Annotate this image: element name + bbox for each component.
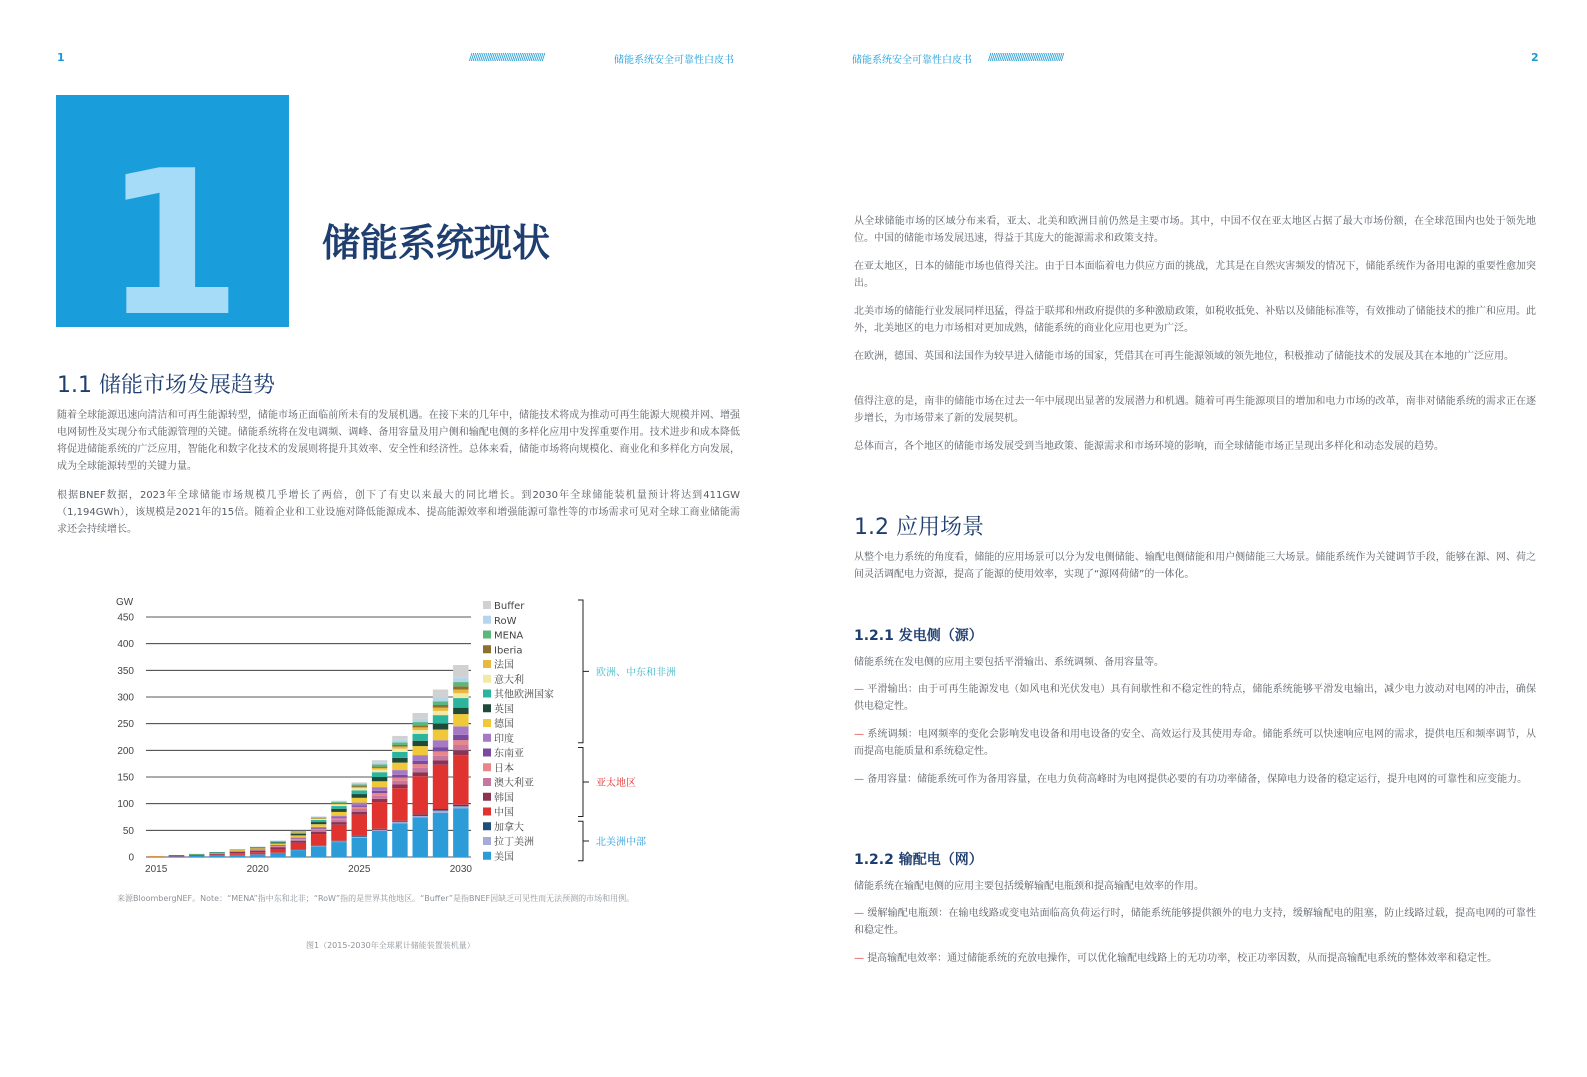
bar-segment: [392, 823, 407, 857]
bar-segment: [331, 825, 346, 841]
legend-label: 英国: [494, 704, 514, 716]
bar-segment: [453, 808, 468, 857]
legend-label: MENA: [494, 630, 524, 642]
bar-segment: [413, 818, 428, 857]
bar-segment: [270, 846, 285, 847]
bar-segment: [392, 749, 407, 752]
running-title-left: 储能系统安全可靠性白皮书: [614, 55, 734, 66]
bar-segment: [230, 851, 245, 852]
bar-segment: [311, 828, 326, 829]
legend-label: 拉丁美洲: [494, 837, 534, 848]
running-title-right: 储能系统安全可靠性白皮书: [852, 55, 972, 66]
bar-segment: [352, 807, 367, 809]
legend-label: 印度: [494, 733, 514, 745]
bar-segment: [413, 761, 428, 764]
bar-segment: [311, 818, 326, 819]
region-label: 北美洲中部: [596, 837, 646, 848]
bar-segment: [291, 834, 306, 836]
bar-segment: [270, 853, 285, 857]
bar-segment: [311, 818, 326, 819]
bar-segment: [352, 805, 367, 807]
bar-segment: [433, 690, 448, 698]
bar-segment: [331, 804, 346, 806]
bar-segment: [352, 838, 367, 857]
bar-segment: [331, 820, 346, 822]
legend-swatch: [483, 616, 491, 624]
bar-segment: [453, 698, 468, 708]
bar-segment: [291, 833, 306, 834]
header-slashes-left: ////////////////////////////////////////: [469, 52, 544, 63]
section-1-2-intro: 从整个电力系统的角度看，储能的应用场景可以分为发电侧储能、输配电侧储能和用户侧储能三大场景。储能系统作为关键调节手段，能够在源、网、荷之间灵活调配电力资源，提高了能源的使用效率，实现了“源网荷储”的一体化。: [854, 552, 1536, 580]
y-tick-label: 350: [117, 665, 134, 677]
bar-segment: [331, 841, 346, 842]
region-paragraph-1: 从全球储能市场的区域分布来看，亚太、北美和欧洲目前仍然是主要市场。其中，中国不仅在亚太地区占据了最大市场份额，在全球范围内也处于领先地位。中国的储能市场发展迅速，得益于其庞大的能源需求和政策支持。: [854, 216, 1536, 244]
legend-swatch: [483, 822, 491, 830]
bar-segment: [372, 793, 387, 796]
bar-segment: [352, 794, 367, 798]
bar-segment: [352, 788, 367, 790]
bar-segment: [331, 804, 346, 805]
bar-segment: [433, 701, 448, 705]
legend-swatch: [483, 749, 491, 757]
bar-segment: [311, 829, 326, 830]
bar-segment: [270, 845, 285, 846]
bar-segment: [413, 764, 428, 768]
bar-segment: [392, 745, 407, 747]
bar-segment: [270, 849, 285, 853]
bar-segment: [453, 690, 468, 694]
bar-segment: [352, 790, 367, 794]
bar-segment: [291, 841, 306, 843]
left-page-number: 1: [57, 51, 65, 64]
section-1-2-1-heading: 1.2.1 发电侧（源）: [854, 628, 983, 644]
bar-segment: [433, 811, 448, 813]
bar-segment: [413, 755, 428, 761]
legend-swatch: [483, 631, 491, 639]
bar-segment: [250, 854, 265, 857]
region-bracket: [578, 600, 583, 743]
bar-segment: [311, 832, 326, 834]
legend-label: 意大利: [494, 674, 524, 686]
chapter-number: 1: [102, 128, 243, 327]
bar-segment: [372, 799, 387, 802]
bar-segment: [148, 856, 163, 857]
bullet-dash: —: [854, 908, 864, 919]
bar-segment: [392, 781, 407, 785]
section-1-2-2-bullet-2: [854, 950, 1536, 967]
bar-segment: [453, 740, 468, 745]
x-tick-label: 2025: [348, 864, 371, 875]
bar-segment: [413, 725, 428, 727]
bar-segment: [413, 816, 428, 818]
bar-segment: [311, 845, 326, 846]
legend-label: 其他欧洲国家: [494, 689, 554, 701]
legend-swatch: [483, 808, 491, 816]
bar-segment: [453, 726, 468, 735]
bar-segment: [392, 770, 407, 775]
x-tick-label: 2015: [145, 864, 168, 875]
bar-segment: [433, 730, 448, 741]
bullet-dash: —: [854, 953, 864, 964]
legend-swatch: [483, 704, 491, 712]
legend-label: 美国: [494, 851, 514, 863]
bar-segment: [413, 815, 428, 816]
bar-segment: [189, 856, 204, 857]
legend-label: 中国: [494, 807, 514, 819]
bar-segment: [372, 796, 387, 799]
bar-segment: [433, 813, 448, 857]
bullet-text: 备用容量：储能系统可作为备用容量，在电力负荷高峰时为电网提供必要的有功功率储备，保障电力设备的稳定运行，提升电网的可靠性和应变能力。: [867, 774, 1528, 785]
y-tick-label: 150: [117, 772, 134, 784]
legend-swatch: [483, 734, 491, 742]
bar-segment: [392, 742, 407, 745]
region-paragraph-2: 在亚太地区，日本的储能市场也值得关注。由于日本面临着电力供应方面的挑战，尤其是在自然灾害频发的情况下，储能系统作为备用电源的重要性愈加突出。: [854, 261, 1536, 289]
legend-label: 韩国: [494, 792, 514, 804]
legend-swatch: [483, 690, 491, 698]
legend-swatch: [483, 763, 491, 771]
section-1-1-heading: 1.1 储能市场发展趋势: [57, 373, 275, 398]
bar-segment: [453, 686, 468, 689]
bar-segment: [352, 783, 367, 785]
y-tick-label: 0: [128, 852, 134, 864]
bar-segment: [291, 843, 306, 849]
bar-segment: [413, 772, 428, 776]
header-slashes-right: ////////////////////////////////////////: [988, 52, 1063, 63]
bar-segment: [291, 838, 306, 839]
bar-segment: [250, 847, 265, 848]
bar-segment: [352, 784, 367, 786]
bar-segment: [291, 850, 306, 857]
bar-segment: [311, 846, 326, 847]
legend-swatch: [483, 660, 491, 668]
bar-segment: [433, 711, 448, 715]
bar-segment: [250, 850, 265, 851]
chart-source-note: 来源BloombergNEF。Note：“MENA”指中东和北非；“RoW”指的是世界其他地区。“Buffer”是指BNEF因缺乏可见性而无法预测的市场和用例。: [117, 894, 635, 903]
bar-segment: [270, 847, 285, 849]
y-tick-label: 50: [122, 825, 134, 837]
bar-segment: [270, 842, 285, 843]
right-page-number: 2: [1531, 51, 1539, 64]
bar-segment: [372, 768, 387, 770]
bar-segment: [453, 678, 468, 682]
section-1-2-1-bullet-3: [854, 771, 1536, 788]
bar-segment: [291, 839, 306, 840]
y-tick-label: 100: [117, 799, 134, 811]
bar-segment: [372, 781, 387, 787]
bar-segment: [331, 806, 346, 809]
bar-segment: [250, 852, 265, 854]
bar-segment: [433, 705, 448, 708]
bar-segment: [311, 820, 326, 822]
legend-swatch: [483, 719, 491, 727]
bar-segment: [453, 805, 468, 807]
bar-segment: [413, 768, 428, 772]
bar-segment: [291, 831, 306, 832]
bar-segment: [352, 787, 367, 788]
region-paragraph-4: 在欧洲，德国、英国和法国作为较早进入储能市场的国家，凭借其在可再生能源领域的领先地位，积极推动了储能技术的发展及其在本地的广泛应用。: [854, 351, 1514, 362]
bar-segment: [250, 851, 265, 853]
region-label: 亚太地区: [596, 778, 636, 789]
bar-segment: [372, 767, 387, 768]
bar-segment: [413, 730, 428, 734]
legend-label: Buffer: [494, 601, 525, 612]
bullet-dash: —: [854, 774, 864, 785]
section-1-2-1-bullet-1: [854, 681, 1536, 715]
legend-label: 法国: [494, 660, 514, 671]
bar-segment: [291, 835, 306, 837]
bar-segment: [331, 802, 346, 803]
bar-segment: [331, 818, 346, 820]
bar-segment: [453, 735, 468, 740]
legend-swatch: [483, 793, 491, 801]
x-tick-label: 2030: [449, 864, 472, 875]
bar-segment: [433, 747, 448, 751]
bar-segment: [392, 775, 407, 778]
x-tick-label: 2020: [246, 864, 269, 875]
y-tick-label: 450: [117, 612, 134, 624]
bar-segment: [209, 853, 224, 854]
bar-segment: [453, 806, 468, 808]
bar-segment: [352, 836, 367, 837]
bar-segment: [392, 784, 407, 788]
bar-segment: [352, 782, 367, 783]
bar-segment: [392, 763, 407, 770]
bar-segment: [311, 819, 326, 820]
bar-segment: [413, 719, 428, 722]
bar-segment: [270, 841, 285, 842]
bullet-text: 缓解输配电瓶颈：在输电线路或变电站面临高负荷运行时，储能系统能够提供额外的电力支持，缓解输配电的阻塞，防止线路过载，提高电网的可靠性和稳定性。: [854, 908, 1536, 936]
bar-segment: [372, 831, 387, 857]
bar-segment: [433, 760, 448, 764]
bar-segment: [230, 850, 245, 851]
bar-segment: [311, 830, 326, 832]
bar-segment: [413, 776, 428, 814]
bar-segment: [230, 853, 245, 855]
bar-segment: [433, 751, 448, 755]
bar-segment: [392, 778, 407, 781]
bar-segment: [413, 722, 428, 725]
bar-segment: [189, 854, 204, 855]
y-tick-label: 200: [117, 745, 134, 757]
bar-segment: [433, 715, 448, 724]
bar-segment: [331, 841, 346, 842]
bar-segment: [291, 849, 306, 850]
y-axis-label: GW: [116, 597, 134, 608]
bullet-text: 系统调频：电网频率的变化会影响发电设备和用电设备的安全、高效运行及其使用寿命。储能系统可以快速响应电网的需求，提供电压和频率调节，从而提高电能质量和系统稳定性。: [854, 729, 1536, 757]
legend-swatch: [483, 778, 491, 786]
bar-segment: [291, 840, 306, 841]
legend-swatch: [483, 852, 491, 860]
bar-segment: [372, 787, 387, 791]
bar-segment: [433, 756, 448, 761]
bar-segment: [453, 665, 468, 678]
bar-segment: [311, 816, 326, 817]
bar-segment: [209, 855, 224, 856]
bar-segment: [352, 815, 367, 836]
bar-segment: [250, 848, 265, 849]
bar-segment: [331, 816, 346, 818]
bar-segment: [311, 824, 326, 827]
bar-segment: [392, 758, 407, 763]
bar-segment: [392, 788, 407, 821]
bar-segment: [372, 830, 387, 831]
bar-segment: [230, 851, 245, 852]
legend-swatch: [483, 675, 491, 683]
bar-segment: [392, 740, 407, 743]
bar-segment: [311, 817, 326, 818]
bar-segment: [433, 765, 448, 809]
bar-segment: [392, 752, 407, 758]
bar-segment: [372, 802, 387, 829]
region-paragraph-5: 值得注意的是，南非的储能市场在过去一年中展现出显著的发展潜力和机遇。随着可再生能源项目的增加和电力市场的改革，南非对储能系统的需求正在逐步增长，为市场带来了新的发展契机。: [854, 396, 1536, 424]
bar-segment: [372, 762, 387, 764]
bar-segment: [352, 798, 367, 803]
bar-segment: [392, 736, 407, 740]
chart-caption: 图1（2015-2030年全球累计储能装置装机量）: [306, 941, 475, 950]
bar-segment: [352, 803, 367, 806]
bar-segment: [413, 741, 428, 746]
legend-label: Iberia: [494, 645, 523, 657]
bar-segment: [352, 809, 367, 812]
y-tick-label: 400: [117, 639, 134, 651]
section-1-2-2-heading: 1.2.2 输配电（网）: [854, 852, 983, 868]
chapter-title: 储能系统现状: [322, 221, 551, 265]
legend-label: RoW: [494, 615, 517, 627]
bar-segment: [331, 817, 346, 818]
bar-segment: [270, 843, 285, 845]
bullet-text: 提高输配电效率：通过储能系统的充放电操作，可以优化输配电线路上的无功功率，校正功率因数，从而提高输配电系统的整体效率和稳定性。: [867, 953, 1498, 964]
bar-segment: [392, 821, 407, 822]
region-bracket: [578, 748, 583, 817]
bar-segment: [433, 708, 448, 711]
bar-segment: [230, 855, 245, 857]
bar-segment: [433, 724, 448, 730]
bar-segment: [311, 846, 326, 857]
bar-segment: [413, 746, 428, 755]
bar-segment: [372, 760, 387, 762]
bar-segment: [209, 852, 224, 853]
bar-segment: [413, 713, 428, 719]
bar-segment: [453, 714, 468, 726]
section-1-2-2-bullet-1: [854, 905, 1536, 939]
section-1-2-1-intro: 储能系统在发电侧的应用主要包括平滑输出、系统调频、备用容量等。: [854, 657, 1164, 668]
bar-segment: [250, 849, 265, 850]
bar-segment: [291, 831, 306, 832]
bar-segment: [453, 682, 468, 686]
section-1-2-2-intro: 储能系统在输配电侧的应用主要包括缓解输配电瓶颈和提高输配电效率的作用。: [854, 881, 1204, 892]
legend-label: 加拿大: [494, 822, 524, 834]
bar-segment: [453, 693, 468, 698]
bar-segment: [352, 837, 367, 838]
section-1-2-heading: 1.2 应用场景: [854, 515, 984, 540]
bar-segment: [372, 770, 387, 773]
bar-segment: [331, 803, 346, 804]
bar-segment: [453, 750, 468, 755]
y-tick-label: 300: [117, 692, 134, 704]
bar-segment: [250, 847, 265, 848]
bar-segment: [331, 801, 346, 802]
bar-segment: [169, 855, 184, 856]
y-tick-label: 250: [117, 719, 134, 731]
bar-segment: [331, 812, 346, 816]
bar-segment: [372, 777, 387, 781]
section-1-1-paragraph-2: 根据BNEF数据，2023年全球储能市场规模几乎增长了两倍，创下了有史以来最大的同比增长。到2030年全球储能装机量预计将达到411GW（1,194GWh），该规模是2021年的15倍。随着企业和工业设施对降低能源成本、提高能源效率和增强能源可靠性等的市场需求可见对全球工商业储能需求还会持续增长。: [57, 490, 740, 535]
bar-segment: [413, 727, 428, 730]
section-1-1-paragraph-1: 随着全球能源迅速向清洁和可再生能源转型，储能市场正面临前所未有的发展机遇。在接下来的几年中，储能技术将成为推动可再生能源大规模并网、增强电网韧性及实现分布式能源管理的关键。储能系统将在发电调频、调峰、备用容量及用户侧和输配电侧的多样化应用中发挥重要作用。技术进步和成本降低将促进储能系统的广泛应用，智能化和数字化技术的发展则将提升其效率、安全性和经济性。总体来看，储能市场将向规模化、商业化和多样化方向发展，成为全球能源转型的关键力量。: [57, 410, 740, 472]
legend-label: 德国: [494, 719, 514, 730]
bar-segment: [372, 791, 387, 793]
bar-segment: [331, 822, 346, 825]
region-paragraph-6: 总体而言，各个地区的储能市场发展受到当地政策、能源需求和市场环境的影响，而全球储能市场正呈现出多样化和动态发展的趋势。: [854, 441, 1444, 452]
bar-segment: [453, 708, 468, 714]
bar-segment: [433, 740, 448, 747]
bar-segment: [311, 822, 326, 824]
bar-segment: [453, 755, 468, 805]
section-1-2-1-bullet-2: [854, 726, 1536, 760]
bar-segment: [372, 764, 387, 766]
legend-label: 东南亚: [494, 748, 524, 760]
legend-swatch: [483, 645, 491, 653]
bar-segment: [352, 812, 367, 815]
region-label: 欧洲、中东和非洲: [596, 667, 676, 679]
bar-segment: [372, 772, 387, 777]
bar-segment: [311, 827, 326, 828]
bar-segment: [392, 747, 407, 749]
bar-segment: [453, 745, 468, 750]
legend-swatch: [483, 601, 491, 609]
bullet-dash: —: [854, 729, 864, 740]
region-paragraph-3: 北美市场的储能行业发展同样迅猛，得益于联邦和州政府提供的多种激励政策，如税收抵免、补贴以及储能标准等，有效推动了储能技术的推广和应用。此外，北美地区的电力市场相对更加成熟，储能系统的商业化应用也更为广泛。: [854, 306, 1536, 334]
bar-segment: [331, 809, 346, 812]
bar-segment: [392, 822, 407, 824]
legend-label: 澳大利亚: [494, 778, 534, 789]
bar-segment: [433, 809, 448, 811]
bar-segment: [372, 829, 387, 830]
bar-segment: [413, 734, 428, 741]
bar-segment: [291, 838, 306, 839]
legend-label: 日本: [494, 763, 514, 775]
bar-segment: [189, 855, 204, 856]
bar-segment: [209, 855, 224, 857]
bullet-dash: —: [854, 684, 864, 695]
bar-segment: [433, 698, 448, 702]
bar-segment: [331, 842, 346, 857]
bar-segment: [311, 834, 326, 845]
region-bracket: [578, 821, 583, 861]
bar-segment: [352, 786, 367, 787]
bullet-text: 平滑输出：由于可再生能源发电（如风电和光伏发电）具有间歇性和不稳定性的特点，储能系统能够平滑发电输出，减少电力波动对电网的冲击，确保供电稳定性。: [854, 684, 1536, 712]
legend-swatch: [483, 837, 491, 845]
bar-segment: [230, 849, 245, 850]
